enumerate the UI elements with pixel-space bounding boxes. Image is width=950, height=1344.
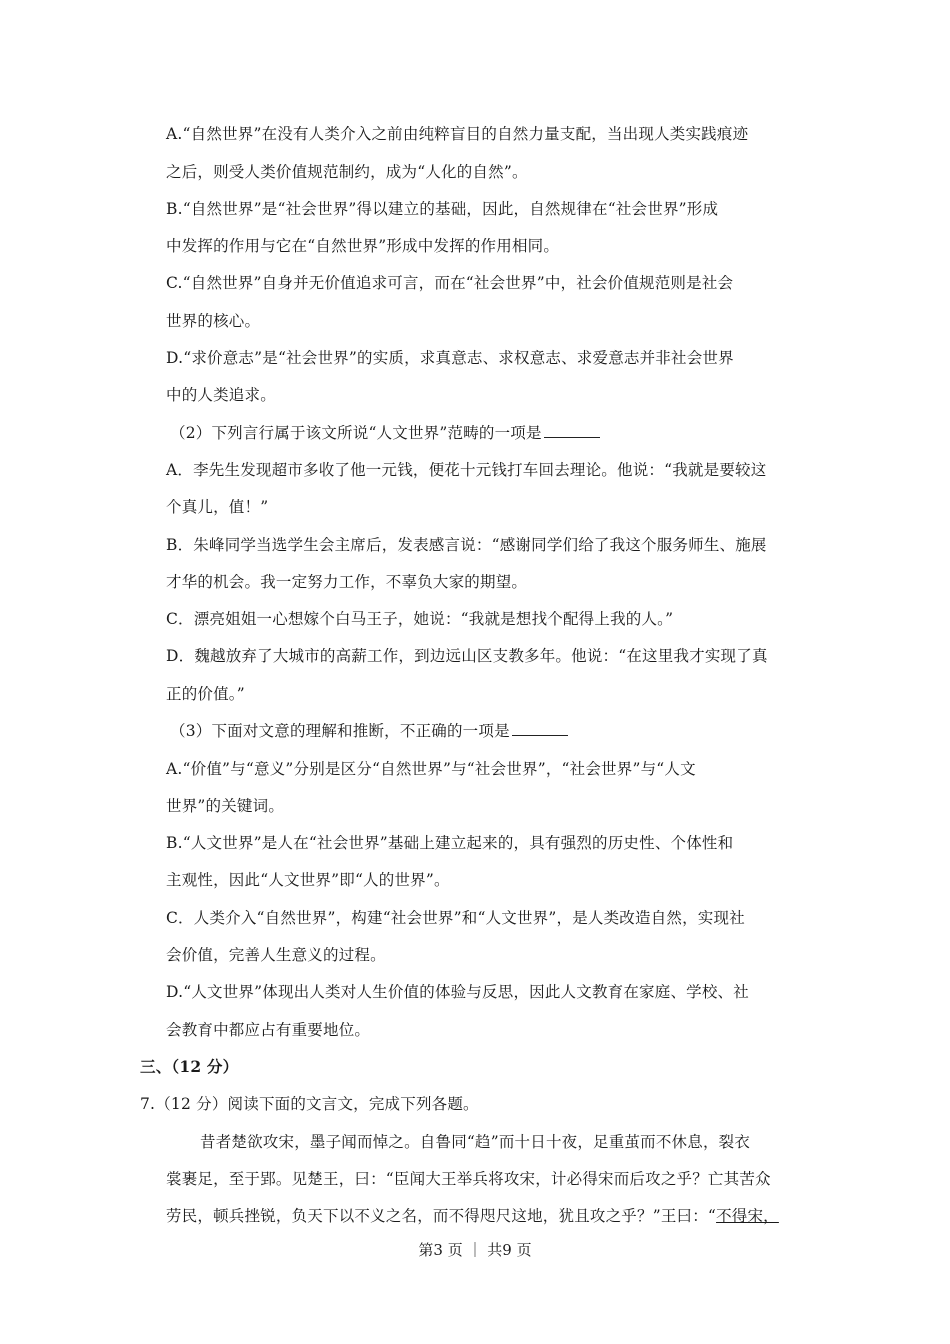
passage-line3-text: 劳民，顿兵挫锐，负天下以不义之名，而不得咫尺这地，犹且攻之乎？”王曰：“ — [166, 1207, 717, 1225]
q2-option-b-line1: B．朱峰同学当选学生会主席后，发表感言说：“感谢同学们给了我这个服务师生、施展 — [166, 536, 767, 554]
q2-option-a-line1: A．李先生发现超市多收了他一元钱，便花十元钱打车回去理论。他说：“我就是要较这 — [166, 461, 767, 479]
q2-stem — [170, 423, 820, 443]
passage-line2: 裳裹足，至于郢。见楚王，曰：“臣闻大王举兵将攻宋，计必得宋而后攻之乎？亡其苦众 — [166, 1170, 771, 1188]
answer-blank — [544, 423, 600, 438]
underlined-phrase: 不得宋， — [716, 1207, 779, 1225]
q1-option-b-line1: B.“自然世界”是“社会世界”得以建立的基础，因此，自然规律在“社会世界”形成 — [166, 200, 719, 218]
q1-option-d-line2: 中的人类追求。 — [166, 386, 276, 404]
q2-option-d-line2: 正的价值。” — [166, 685, 245, 703]
q2-option-c: C．漂亮姐姐一心想嫁个白马王子，她说：“我就是想找个配得上我的人。” — [166, 610, 674, 628]
passage-line1: 昔者楚欲攻宋，墨子闻而悼之。自鲁同“趋”而十日十夜，足重茧而不休息，裂衣 — [200, 1133, 751, 1151]
section-title: 三、（12 分） — [140, 1057, 239, 1076]
q2-stem-text: （2）下列言行属于该文所说“人文世界”范畴的一项是 — [170, 424, 542, 442]
q2-option-d-line1: D．魏越放弃了大城市的高薪工作，到边远山区支教多年。他说：“在这里我才实现了真 — [166, 647, 768, 665]
q3-stem-text: （3）下面对文意的理解和推断，不正确的一项是 — [170, 722, 510, 740]
q1-option-b-line2: 中发挥的作用与它在“自然世界”形成中发挥的作用相同。 — [166, 237, 560, 255]
q1-option-a-line1: A.“自然世界”在没有人类介入之前由纯粹盲目的自然力量支配，当出现人类实践痕迹 — [166, 125, 749, 143]
page-footer: 第3 页 ｜ 共9 页 — [418, 1241, 532, 1259]
q3-option-c-line2: 会价值，完善人生意义的过程。 — [166, 946, 386, 964]
q3-stem — [170, 721, 820, 741]
q1-option-a-line2: 之后，则受人类价值规范制约，成为“人化的自然”。 — [166, 163, 528, 181]
q3-option-c-line1: C．人类介入“自然世界”，构建“社会世界”和“人文世界”，是人类改造自然，实现社 — [166, 909, 745, 927]
q7-stem: 7.（12 分）阅读下面的文言文，完成下列各题。 — [140, 1095, 479, 1113]
answer-blank — [512, 721, 568, 736]
q3-option-d-line1: D.“人文世界”体现出人类对人生价值的体验与反思，因此人文教育在家庭、学校、社 — [166, 983, 749, 1001]
q1-option-c-line2: 世界的核心。 — [166, 312, 261, 330]
q1-option-d-line1: D.“求价意志”是“社会世界”的实质，求真意志、求权意志、求爱意志并非社会世界 — [166, 349, 734, 367]
q3-option-a-line2: 世界”的关键词。 — [166, 797, 285, 815]
q3-option-b-line2: 主观性，因此“人文世界”即“人的世界”。 — [166, 871, 450, 889]
q2-option-a-line2: 个真儿，值！” — [166, 498, 269, 516]
q1-option-c-line1: C.“自然世界”自身并无价值追求可言，而在“社会世界”中，社会价值规范则是社会 — [166, 274, 734, 292]
passage-line3 — [166, 1206, 816, 1226]
q3-option-b-line1: B.“人文世界”是人在“社会世界”基础上建立起来的，具有强烈的历史性、个体性和 — [166, 834, 734, 852]
q3-option-a-line1: A.“价值”与“意义”分别是区分“自然世界”与“社会世界”，“社会世界”与“人文 — [166, 760, 696, 778]
q3-option-d-line2: 会教育中都应占有重要地位。 — [166, 1021, 371, 1039]
q2-option-b-line2: 才华的机会。我一定努力工作，不辜负大家的期望。 — [166, 573, 528, 591]
